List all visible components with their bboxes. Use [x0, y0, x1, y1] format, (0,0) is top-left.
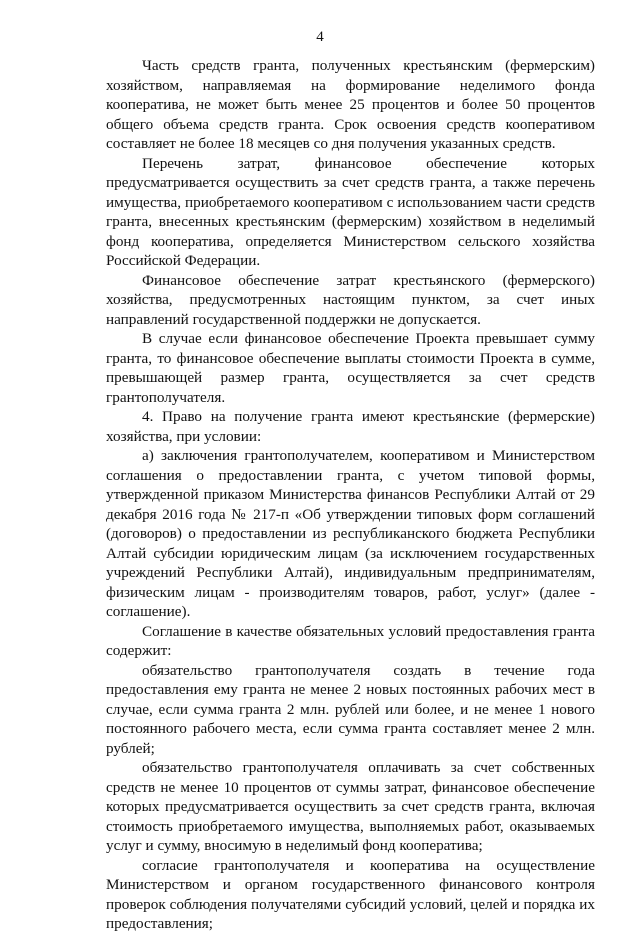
paragraph: Перечень затрат, финансовое обеспечение которых предусматривается осуществить за счет средств гранта, а также перечень имущества, приобретаемого кооперативом с использованием части средств гранта, внесенных крестьянским (фермерским) хозяйством в неделимый фонд кооператива, определяется Министерством сельского хозяйства Российской Федерации.: [106, 154, 595, 269]
paragraph: В случае если финансовое обеспечение Проекта превышает сумму гранта, то финансовое обеспечение выплаты стоимости Проекта в сумме, превышающей размер гранта, осуществляется за счет средств грантополучателя.: [106, 330, 595, 406]
document-body: [106, 56, 595, 934]
paragraph: Соглашение в качестве обязательных условий предоставления гранта содержит:: [106, 622, 595, 659]
page-number: 4: [316, 29, 324, 45]
paragraph: Часть средств гранта, полученных крестьянским (фермерским) хозяйством, направляемая на формирование неделимого фонда кооператива, не может быть менее 25 процентов и более 50 процентов общего объема средств гранта. Срок освоения средств кооперативом составляет не более 18 месяцев со дня получения указанных средств.: [106, 57, 595, 152]
paragraph: обязательство грантополучателя оплачивать за счет собственных средств не менее 10 процентов от суммы затрат, финансовое обеспечение которых предусматривается осуществить за счет средств гранта, включая стоимость приобретаемого имущества, выполняемых работ, оказываемых услуг и сумму, вносимую в неделимый фонд кооператива;: [106, 759, 595, 854]
paragraph: а) заключения грантополучателем, кооперативом и Министерством соглашения о предоставлении гранта, с учетом типовой формы, утвержденной приказом Министерства финансов Республики Алтай от 29 декабря 2016 года № 217-п «Об утверждении типовых форм соглашений (договоров) о предоставлении из республиканского бюджета Республики Алтай субсидии юридическим лицам (за исключением государственных учреждений Республики Алтай), индивидуальным предпринимателям, физическим лицам - производителям товаров, работ, услуг» (далее - соглашение).: [106, 447, 595, 620]
paragraph: обязательство грантополучателя создать в течение года предоставления ему гранта не менее 2 новых постоянных рабочих мест в случае, если сумма гранта 2 млн. рублей или более, и не менее 1 нового постоянного рабочего места, если сумма гранта составляет менее 2 млн. рублей;: [106, 661, 595, 757]
paragraph: согласие грантополучателя и кооператива на осуществление Министерством и органом государственного финансового контроля проверок соблюдения получателями субсидий условий, целей и порядка их предоставления;: [106, 856, 595, 932]
paragraph: 4. Право на получение гранта имеют крестьянские (фермерские) хозяйства, при условии:: [106, 408, 595, 445]
paragraph: Финансовое обеспечение затрат крестьянского (фермерского) хозяйства, предусмотренных настоящим пунктом, за счет иных направлений государственной поддержки не допускается.: [106, 271, 595, 328]
